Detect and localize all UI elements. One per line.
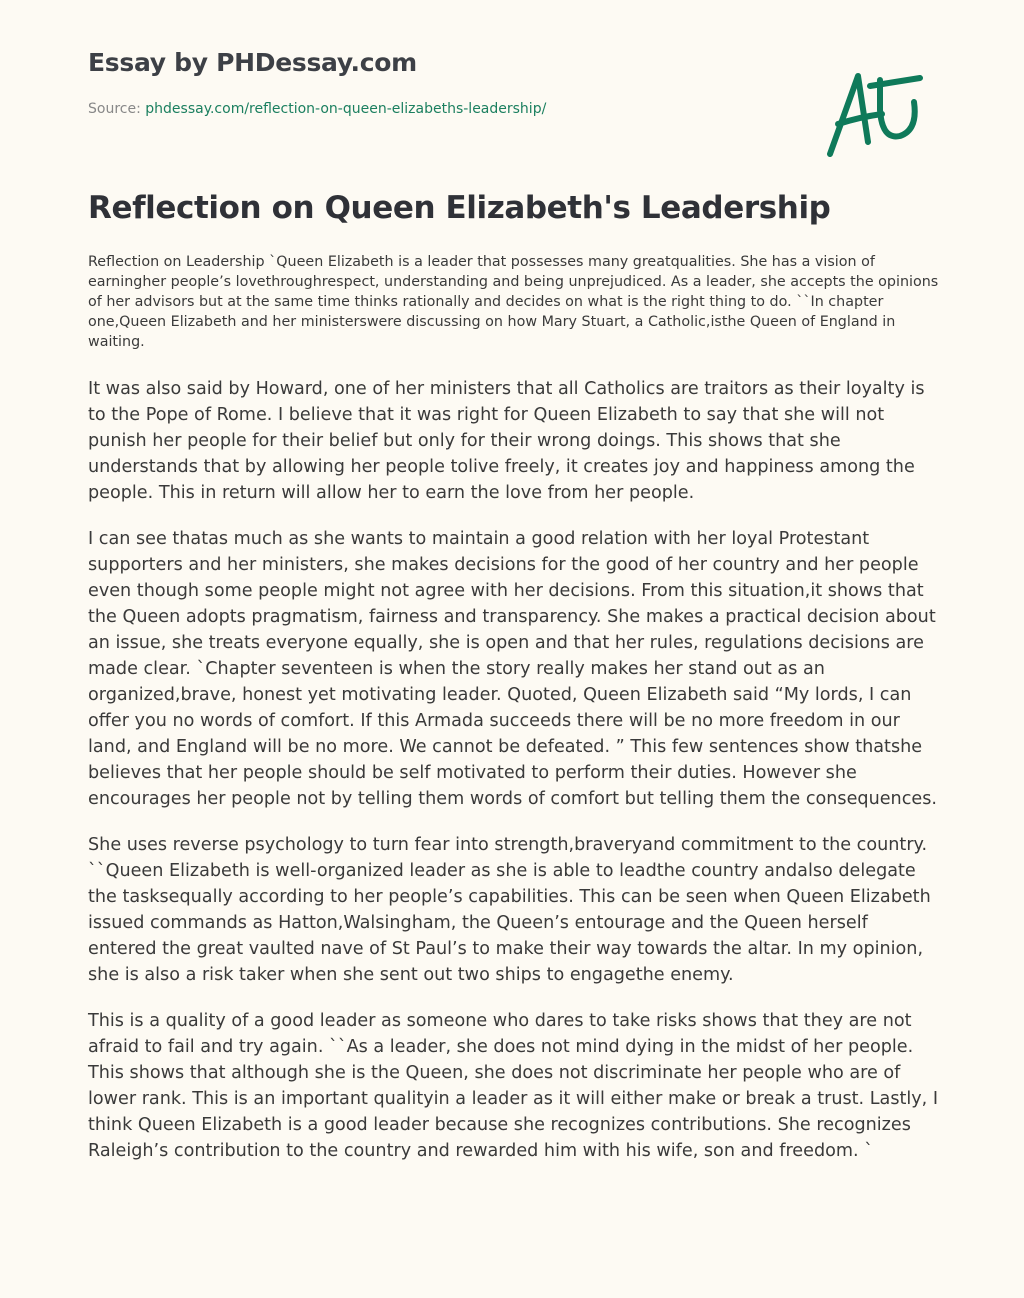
page-header [0, 0, 1024, 170]
article-intro: Reflection on Leadership `Queen Elizabeth is a leader that possesses many greatqualities. She has a vision of earningher people’s lovethroughrespect, understanding and being unprejudiced. As a leader, she accepts the opinions of her advisors but at the same time thinks rationally and decides on what is the right thing to do. ``In chapter one,Queen Elizabeth and her ministerswere discussing on how Mary Stuart, a Catholic,isthe Queen of England in waiting. [88, 254, 939, 350]
source-link[interactable]: phdessay.com/reflection-on-queen-elizabeths-leadership/ [145, 101, 547, 117]
article-paragraph: She uses reverse psychology to turn fear into strength,braveryand commitment to the country. ``Queen Elizabeth is well-organized leader as she is able to leadthe country andalso delegate the tasksequally according to her people’s capabilities. This can be seen when Queen Elizabeth issued commands as Hatton,Walsingham, the Queen’s entourage and the Queen herself entered the great vaulted nave of St Paul’s to make their way towards the altar. In my opinion, she is also a risk taker when she sent out two ships to engagethe enemy. [88, 835, 931, 985]
source-label: Source: [88, 101, 141, 117]
a-plus-logo-icon [820, 62, 930, 162]
article-title: Reflection on Queen Elizabeth's Leadership [88, 190, 831, 226]
article-body [88, 252, 940, 1184]
site-title: Essay by PHDessay.com [88, 48, 417, 77]
article-paragraph: This is a quality of a good leader as someone who dares to take risks shows that they are not afraid to fail and try again. ``As a leader, she does not mind dying in the midst of her people. This shows that although she is the Queen, she does not discriminate her people who are of lower rank. This is an important qualityin a leader as it will either make or break a trust. Lastly, I think Queen Elizabeth is a good leader because she recognizes contributions. She recognizes Raleigh’s contribution to the country and rewarded him with his wife, son and freedom. ` [88, 1011, 939, 1161]
article-paragraph: It was also said by Howard, one of her ministers that all Catholics are traitors as their loyalty is to the Pope of Rome. I believe that it was right for Queen Elizabeth to say that she will not punish her people for their belief but only for their wrong doings. This shows that she understands that by allowing her people tolive freely, it creates joy and happiness among the people. This in return will allow her to earn the love from her people. [88, 379, 925, 503]
source-line [88, 101, 546, 117]
article-paragraph: I can see thatas much as she wants to maintain a good relation with her loyal Protestant supporters and her ministers, she makes decisions for the good of her country and her people even though some people might not agree with her decisions. From this situation,it shows that the Queen adopts pragmatism, fairness and transparency. She makes a practical decision about an issue, she treats everyone equally, she is open and that her rules, regulations decisions are made clear. `Chapter seventeen is when the story really makes her stand out as an organized,brave, honest yet motivating leader. Quoted, Queen Elizabeth said “My lords, I can offer you no words of comfort. If this Armada succeeds there will be no more freedom in our land, and England will be no more. We cannot be defeated. ” This few sentences show thatshe believes that her people should be self motivated to perform their duties. However she encourages her people not by telling them words of comfort but telling them the consequences. [88, 529, 937, 809]
